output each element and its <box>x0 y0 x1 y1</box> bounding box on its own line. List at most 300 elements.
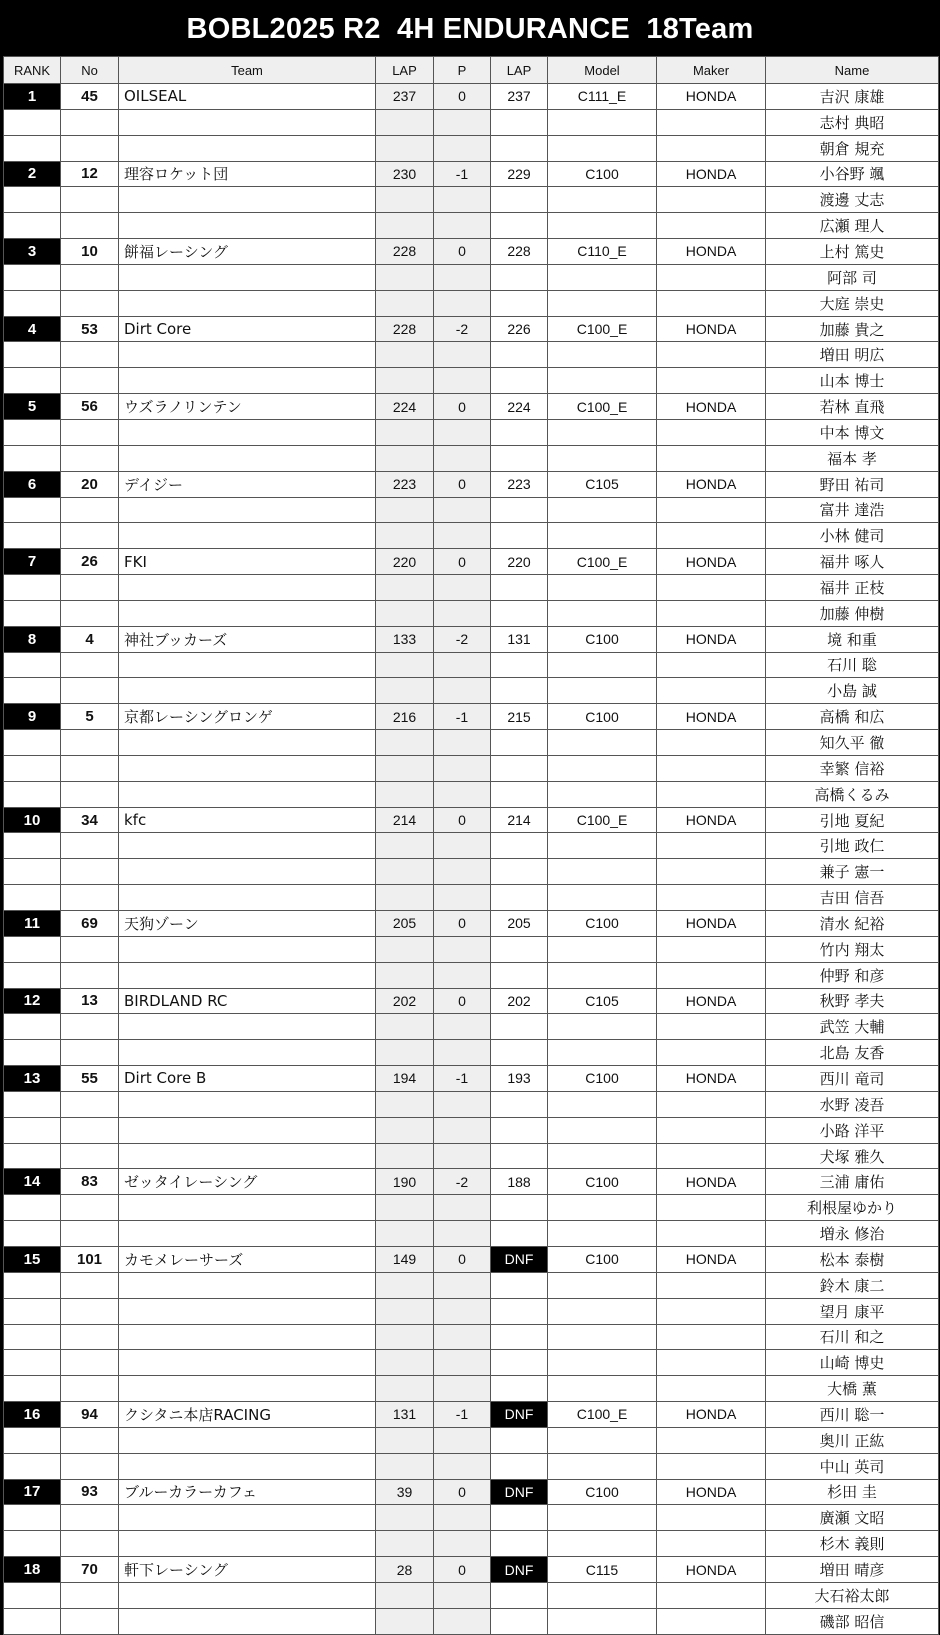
model-cell <box>548 264 657 290</box>
penalty-cell: 0 <box>434 1479 491 1505</box>
driver-row <box>4 109 939 135</box>
team-row <box>4 626 939 652</box>
model-cell <box>548 833 657 859</box>
model-cell <box>548 1324 657 1350</box>
lap-cell <box>376 290 434 316</box>
team-name-cell: Dirt Core <box>119 316 376 342</box>
maker-cell: HONDA <box>657 549 766 575</box>
model-cell: C110_E <box>548 239 657 265</box>
model-cell: C100 <box>548 1169 657 1195</box>
lap-cell <box>376 419 434 445</box>
maker-cell: HONDA <box>657 807 766 833</box>
model-cell: C105 <box>548 471 657 497</box>
team-name-cell <box>119 730 376 756</box>
driver-name-cell: 広瀬 理人 <box>766 213 939 239</box>
rank-cell: 7 <box>4 549 61 575</box>
driver-row <box>4 859 939 885</box>
driver-name-cell: 朝倉 規充 <box>766 135 939 161</box>
maker-cell: HONDA <box>657 161 766 187</box>
maker-cell <box>657 497 766 523</box>
final-lap-cell: 215 <box>491 704 548 730</box>
model-cell <box>548 290 657 316</box>
driver-name-cell: 加藤 伸樹 <box>766 600 939 626</box>
lap-cell <box>376 1272 434 1298</box>
maker-cell <box>657 1376 766 1402</box>
driver-name-cell: 野田 祐司 <box>766 471 939 497</box>
driver-name-cell: 松本 泰樹 <box>766 1246 939 1272</box>
rank-cell <box>4 652 61 678</box>
driver-row <box>4 1350 939 1376</box>
final-lap-cell <box>491 1272 548 1298</box>
maker-cell <box>657 290 766 316</box>
car-number-cell: 93 <box>61 1479 119 1505</box>
rank-cell <box>4 213 61 239</box>
model-cell <box>548 652 657 678</box>
driver-name-cell: 引地 政仁 <box>766 833 939 859</box>
car-number-cell: 101 <box>61 1246 119 1272</box>
penalty-cell: 0 <box>434 807 491 833</box>
driver-name-cell: 渡邊 丈志 <box>766 187 939 213</box>
model-cell <box>548 1427 657 1453</box>
driver-row <box>4 264 939 290</box>
model-cell <box>548 1453 657 1479</box>
maker-cell <box>657 781 766 807</box>
maker-cell <box>657 109 766 135</box>
maker-cell <box>657 1117 766 1143</box>
model-cell <box>548 109 657 135</box>
rank-cell <box>4 962 61 988</box>
final-lap-cell <box>491 1608 548 1634</box>
driver-row <box>4 419 939 445</box>
final-lap-cell <box>491 833 548 859</box>
rank-cell <box>4 1040 61 1066</box>
maker-cell <box>657 368 766 394</box>
car-number-cell: 20 <box>61 471 119 497</box>
model-cell <box>548 962 657 988</box>
team-name-cell: OILSEAL <box>119 84 376 110</box>
lap-cell: 149 <box>376 1246 434 1272</box>
car-number-cell <box>61 1376 119 1402</box>
driver-name-cell: 小島 誠 <box>766 678 939 704</box>
driver-row <box>4 1272 939 1298</box>
car-number-cell <box>61 264 119 290</box>
header-model: Model <box>548 57 657 84</box>
maker-cell <box>657 1040 766 1066</box>
final-lap-cell <box>491 523 548 549</box>
maker-cell <box>657 213 766 239</box>
lap-cell <box>376 781 434 807</box>
driver-name-cell: 磯部 昭信 <box>766 1608 939 1634</box>
final-lap-cell: 131 <box>491 626 548 652</box>
lap-cell <box>376 523 434 549</box>
penalty-cell <box>434 859 491 885</box>
car-number-cell <box>61 1298 119 1324</box>
driver-name-cell: 北島 友香 <box>766 1040 939 1066</box>
team-name-cell <box>119 1272 376 1298</box>
rank-cell <box>4 290 61 316</box>
rank-cell: 4 <box>4 316 61 342</box>
team-name-cell <box>119 368 376 394</box>
maker-cell: HONDA <box>657 1066 766 1092</box>
penalty-cell <box>434 833 491 859</box>
driver-row <box>4 523 939 549</box>
team-row <box>4 1066 939 1092</box>
final-lap-cell <box>491 1117 548 1143</box>
driver-name-cell: 石川 和之 <box>766 1324 939 1350</box>
car-number-cell <box>61 290 119 316</box>
final-lap-cell <box>491 1221 548 1247</box>
team-name-cell <box>119 1453 376 1479</box>
model-cell <box>548 368 657 394</box>
lap-cell: 220 <box>376 549 434 575</box>
car-number-cell <box>61 1014 119 1040</box>
car-number-cell <box>61 1324 119 1350</box>
driver-name-cell: 富井 達浩 <box>766 497 939 523</box>
rank-cell <box>4 523 61 549</box>
car-number-cell <box>61 1582 119 1608</box>
lap-cell <box>376 342 434 368</box>
lap-cell <box>376 1091 434 1117</box>
team-row <box>4 1402 939 1428</box>
maker-cell <box>657 1272 766 1298</box>
penalty-cell: 0 <box>434 911 491 937</box>
final-lap-cell <box>491 445 548 471</box>
final-lap-cell: 202 <box>491 988 548 1014</box>
final-lap-cell: DNF <box>491 1557 548 1583</box>
rank-cell <box>4 1350 61 1376</box>
penalty-cell <box>434 1531 491 1557</box>
lap-cell <box>376 109 434 135</box>
car-number-cell: 12 <box>61 161 119 187</box>
driver-name-cell: 小路 洋平 <box>766 1117 939 1143</box>
model-cell: C115 <box>548 1557 657 1583</box>
rank-cell <box>4 419 61 445</box>
driver-row <box>4 1531 939 1557</box>
team-row <box>4 911 939 937</box>
driver-name-cell: 吉田 信吾 <box>766 885 939 911</box>
lap-cell <box>376 1221 434 1247</box>
rank-cell: 11 <box>4 911 61 937</box>
driver-row <box>4 187 939 213</box>
penalty-cell <box>434 264 491 290</box>
final-lap-cell <box>491 368 548 394</box>
final-lap-cell <box>491 885 548 911</box>
driver-row <box>4 600 939 626</box>
lap-cell <box>376 730 434 756</box>
final-lap-cell <box>491 1091 548 1117</box>
team-name-cell <box>119 1040 376 1066</box>
team-name-cell: カモメレーサーズ <box>119 1246 376 1272</box>
driver-name-cell: 若林 直飛 <box>766 394 939 420</box>
model-cell: C100 <box>548 161 657 187</box>
rank-cell <box>4 1453 61 1479</box>
penalty-cell: 0 <box>434 1246 491 1272</box>
maker-cell: HONDA <box>657 988 766 1014</box>
rank-cell <box>4 1014 61 1040</box>
car-number-cell <box>61 497 119 523</box>
model-cell <box>548 523 657 549</box>
team-name-cell <box>119 264 376 290</box>
driver-name-cell: 西川 竜司 <box>766 1066 939 1092</box>
model-cell <box>548 859 657 885</box>
rank-cell <box>4 1221 61 1247</box>
driver-name-cell: 利根屋ゆかり <box>766 1195 939 1221</box>
final-lap-cell <box>491 730 548 756</box>
final-lap-cell: 229 <box>491 161 548 187</box>
car-number-cell <box>61 1350 119 1376</box>
lap-cell <box>376 1582 434 1608</box>
driver-name-cell: 武笠 大輔 <box>766 1014 939 1040</box>
driver-name-cell: 鈴木 康二 <box>766 1272 939 1298</box>
lap-cell <box>376 859 434 885</box>
car-number-cell <box>61 1531 119 1557</box>
team-row <box>4 161 939 187</box>
car-number-cell <box>61 523 119 549</box>
driver-row <box>4 1427 939 1453</box>
driver-name-cell: 望月 康平 <box>766 1298 939 1324</box>
model-cell <box>548 1272 657 1298</box>
penalty-cell <box>434 936 491 962</box>
maker-cell <box>657 523 766 549</box>
rank-cell: 13 <box>4 1066 61 1092</box>
car-number-cell <box>61 1505 119 1531</box>
maker-cell <box>657 678 766 704</box>
maker-cell <box>657 652 766 678</box>
penalty-cell <box>434 419 491 445</box>
maker-cell <box>657 1014 766 1040</box>
car-number-cell <box>61 1117 119 1143</box>
final-lap-cell <box>491 1582 548 1608</box>
team-row <box>4 704 939 730</box>
driver-name-cell: 山崎 博史 <box>766 1350 939 1376</box>
lap-cell <box>376 1505 434 1531</box>
team-row <box>4 807 939 833</box>
header-row <box>4 57 939 84</box>
maker-cell <box>657 1143 766 1169</box>
penalty-cell <box>434 781 491 807</box>
lap-cell <box>376 1298 434 1324</box>
driver-row <box>4 1091 939 1117</box>
final-lap-cell <box>491 962 548 988</box>
driver-name-cell: 清水 紀裕 <box>766 911 939 937</box>
lap-cell: 205 <box>376 911 434 937</box>
driver-row <box>4 730 939 756</box>
team-name-cell <box>119 1608 376 1634</box>
lap-cell: 237 <box>376 84 434 110</box>
team-name-cell <box>119 936 376 962</box>
header-lap: LAP <box>376 57 434 84</box>
team-name-cell: 餅福レーシング <box>119 239 376 265</box>
final-lap-cell: 214 <box>491 807 548 833</box>
penalty-cell <box>434 1143 491 1169</box>
lap-cell: 214 <box>376 807 434 833</box>
driver-row <box>4 1582 939 1608</box>
team-name-cell: ウズラノリンテン <box>119 394 376 420</box>
team-name-cell: ブルーカラーカフェ <box>119 1479 376 1505</box>
penalty-cell <box>434 678 491 704</box>
maker-cell <box>657 419 766 445</box>
driver-name-cell: 三浦 庸佑 <box>766 1169 939 1195</box>
model-cell <box>548 213 657 239</box>
maker-cell: HONDA <box>657 911 766 937</box>
rank-cell: 9 <box>4 704 61 730</box>
car-number-cell <box>61 962 119 988</box>
driver-name-cell: 大橋 薫 <box>766 1376 939 1402</box>
driver-name-cell: 加藤 貴之 <box>766 316 939 342</box>
model-cell <box>548 497 657 523</box>
final-lap-cell: 223 <box>491 471 548 497</box>
car-number-cell <box>61 135 119 161</box>
driver-row <box>4 1143 939 1169</box>
driver-row <box>4 1376 939 1402</box>
penalty-cell: 0 <box>434 471 491 497</box>
lap-cell: 133 <box>376 626 434 652</box>
driver-row <box>4 1195 939 1221</box>
penalty-cell <box>434 523 491 549</box>
maker-cell <box>657 1324 766 1350</box>
driver-name-cell: 増田 晴彦 <box>766 1557 939 1583</box>
driver-name-cell: 境 和重 <box>766 626 939 652</box>
model-cell <box>548 1014 657 1040</box>
model-cell: C100_E <box>548 316 657 342</box>
rank-cell <box>4 1324 61 1350</box>
page-title: BOBL2025 R2 4H ENDURANCE 18Team <box>186 13 754 45</box>
car-number-cell <box>61 1427 119 1453</box>
rank-cell: 12 <box>4 988 61 1014</box>
final-lap-cell <box>491 781 548 807</box>
model-cell <box>548 575 657 601</box>
team-row <box>4 394 939 420</box>
rank-cell <box>4 1195 61 1221</box>
final-lap-cell <box>491 1040 548 1066</box>
maker-cell: HONDA <box>657 1557 766 1583</box>
penalty-cell <box>434 1376 491 1402</box>
final-lap-cell <box>491 1014 548 1040</box>
model-cell <box>548 1221 657 1247</box>
model-cell <box>548 419 657 445</box>
team-name-cell: FKI <box>119 549 376 575</box>
maker-cell: HONDA <box>657 1402 766 1428</box>
driver-name-cell: 大庭 崇史 <box>766 290 939 316</box>
model-cell <box>548 1376 657 1402</box>
model-cell <box>548 1531 657 1557</box>
maker-cell: HONDA <box>657 84 766 110</box>
rank-cell <box>4 109 61 135</box>
rank-cell <box>4 1091 61 1117</box>
lap-cell <box>376 1324 434 1350</box>
penalty-cell: 0 <box>434 394 491 420</box>
rank-cell: 18 <box>4 1557 61 1583</box>
final-lap-cell: 228 <box>491 239 548 265</box>
driver-name-cell: 仲野 和彦 <box>766 962 939 988</box>
team-name-cell <box>119 1298 376 1324</box>
maker-cell: HONDA <box>657 1479 766 1505</box>
model-cell: C100 <box>548 911 657 937</box>
car-number-cell <box>61 575 119 601</box>
lap-cell <box>376 1531 434 1557</box>
final-lap-cell: DNF <box>491 1479 548 1505</box>
driver-row <box>4 781 939 807</box>
model-cell: C100 <box>548 1246 657 1272</box>
car-number-cell: 69 <box>61 911 119 937</box>
driver-row <box>4 290 939 316</box>
driver-row <box>4 1014 939 1040</box>
team-row <box>4 471 939 497</box>
car-number-cell: 94 <box>61 1402 119 1428</box>
lap-cell: 228 <box>376 239 434 265</box>
rank-cell <box>4 1272 61 1298</box>
car-number-cell: 13 <box>61 988 119 1014</box>
model-cell <box>548 1040 657 1066</box>
penalty-cell <box>434 213 491 239</box>
driver-row <box>4 1117 939 1143</box>
lap-cell <box>376 1143 434 1169</box>
car-number-cell <box>61 833 119 859</box>
driver-name-cell: 上村 篤史 <box>766 239 939 265</box>
car-number-cell <box>61 730 119 756</box>
driver-row <box>4 1221 939 1247</box>
final-lap-cell: 224 <box>491 394 548 420</box>
maker-cell <box>657 445 766 471</box>
driver-name-cell: 犬塚 雅久 <box>766 1143 939 1169</box>
penalty-cell <box>434 1505 491 1531</box>
penalty-cell <box>434 368 491 394</box>
final-lap-cell <box>491 213 548 239</box>
header-rank: RANK <box>4 57 61 84</box>
driver-row <box>4 1608 939 1634</box>
penalty-cell: -2 <box>434 1169 491 1195</box>
rank-cell <box>4 187 61 213</box>
driver-row <box>4 678 939 704</box>
rank-cell <box>4 1143 61 1169</box>
rank-cell <box>4 936 61 962</box>
maker-cell <box>657 187 766 213</box>
team-row <box>4 1479 939 1505</box>
maker-cell: HONDA <box>657 1246 766 1272</box>
car-number-cell: 55 <box>61 1066 119 1092</box>
maker-cell <box>657 833 766 859</box>
maker-cell <box>657 1531 766 1557</box>
final-lap-cell: 226 <box>491 316 548 342</box>
driver-name-cell: 西川 聡一 <box>766 1402 939 1428</box>
penalty-cell: 0 <box>434 239 491 265</box>
team-name-cell: 神社ブッカーズ <box>119 626 376 652</box>
car-number-cell <box>61 678 119 704</box>
maker-cell <box>657 859 766 885</box>
model-cell: C105 <box>548 988 657 1014</box>
rank-cell <box>4 1298 61 1324</box>
penalty-cell: 0 <box>434 988 491 1014</box>
car-number-cell <box>61 1195 119 1221</box>
model-cell: C100_E <box>548 394 657 420</box>
team-name-cell <box>119 1143 376 1169</box>
rank-cell <box>4 575 61 601</box>
team-row <box>4 1169 939 1195</box>
rank-cell: 3 <box>4 239 61 265</box>
model-cell <box>548 1350 657 1376</box>
car-number-cell: 4 <box>61 626 119 652</box>
final-lap-cell <box>491 600 548 626</box>
maker-cell <box>657 755 766 781</box>
team-name-cell: kfc <box>119 807 376 833</box>
lap-cell <box>376 1453 434 1479</box>
driver-row <box>4 135 939 161</box>
maker-cell <box>657 1427 766 1453</box>
maker-cell: HONDA <box>657 704 766 730</box>
model-cell: C100 <box>548 626 657 652</box>
car-number-cell: 83 <box>61 1169 119 1195</box>
rank-cell: 15 <box>4 1246 61 1272</box>
